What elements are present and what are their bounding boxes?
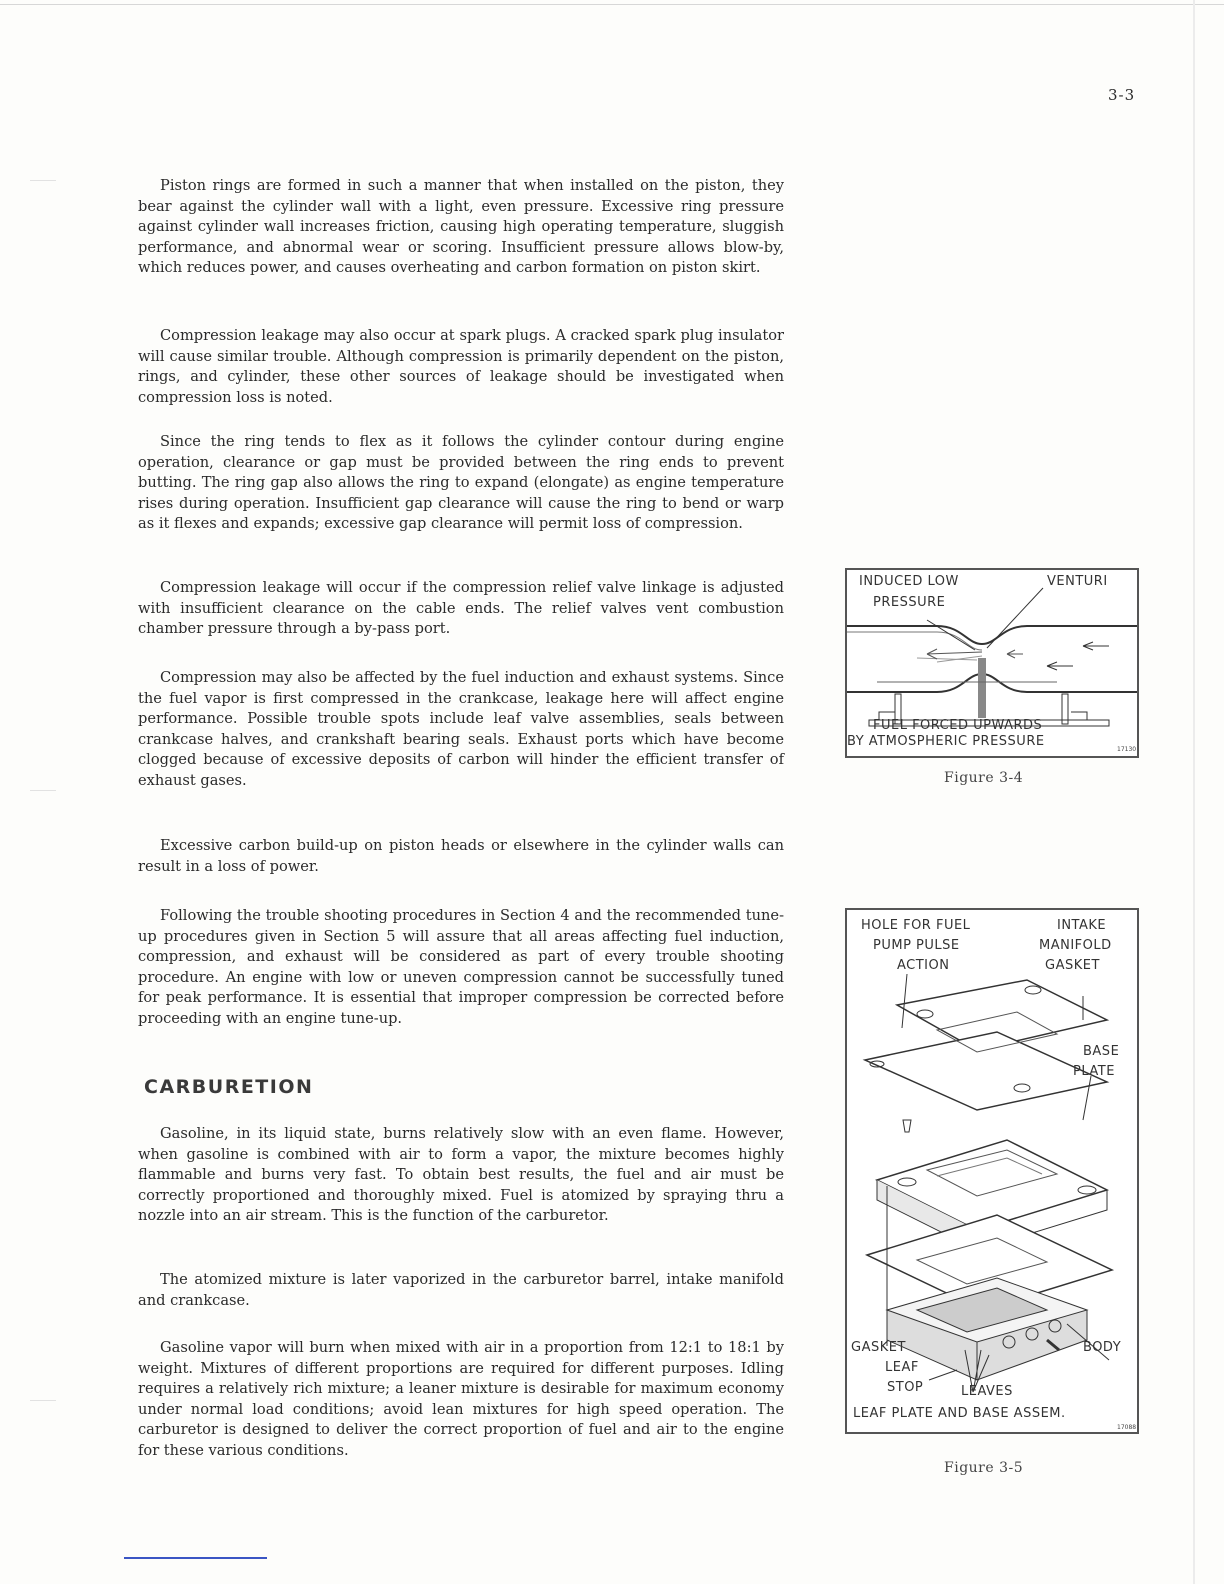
paragraph-relief-valve: Compression leakage will occur if the compression relief valve linkage is adjusted with insufficient clearance on the cable ends. The relief valves vent combustion chamber pressure through a by-pass port. <box>138 579 784 637</box>
paragraph-ring-gap: Since the ring tends to flex as it follows the cylinder contour during engine operation, clearance or gap must be provided between the ring ends to prevent butting. The ring gap also allows the ring to expand (elongate) as engine temperature rises during operation. Insufficient gap clearance will cause the ring to bend or warp as it flexes and expands; excessive gap clearance will permit loss of compression. <box>138 433 784 532</box>
right-edge-rule <box>1193 0 1195 1584</box>
label-body: BODY <box>1083 1340 1122 1355</box>
label-leaves: LEAVES <box>961 1384 1013 1399</box>
margin-mark <box>30 180 56 181</box>
paragraph-mixture-ratio: Gasoline vapor will burn when mixed with air in a proportion from 12:1 to 18:1 by weight. Mixtures of different proportions are required for different purposes. Idling requires a relatively rich mixture; a leaner mixture is desirable for maximum economy under normal load conditions; avoid lean mixtures for high speed operation. The carburetor is designed to deliver the correct proportion of fuel and air to the engine for these various conditions. <box>138 1339 784 1459</box>
paragraph-spark-plugs: Compression leakage may also occur at spark plugs. A cracked spark plug insulator will cause similar trouble. Although compression is primarily dependent on the piston, rings, and cylinder, these other sources of leakage should be investigated when compression loss is noted. <box>138 327 784 406</box>
label-stop: STOP <box>887 1380 924 1395</box>
label-fuel-forced: FUEL FORCED UPWARDS <box>873 718 1043 733</box>
figure-id-17088: 17088 <box>1117 1424 1137 1431</box>
caption-figure-3-5: Figure 3-5 <box>944 1460 1024 1476</box>
margin-mark <box>30 1400 56 1401</box>
figure-3-5-leaf-plate-diagram <box>845 908 1139 1434</box>
label-induced-low: INDUCED LOW <box>859 574 959 589</box>
label-pressure: PRESSURE <box>873 595 946 610</box>
paragraph-carbon-buildup: Excessive carbon build-up on piston heads or elsewhere in the cylinder walls can result in a loss of power. <box>138 837 784 875</box>
label-action: ACTION <box>897 958 950 973</box>
figure-id-17130: 17130 <box>1117 746 1137 753</box>
label-pump-pulse: PUMP PULSE <box>873 938 960 953</box>
label-intake: INTAKE <box>1057 918 1107 933</box>
section-heading-carburetion: CARBURETION <box>144 1076 314 1098</box>
margin-mark <box>30 790 56 791</box>
bottom-link-underline <box>124 1557 267 1559</box>
label-venturi: VENTURI <box>1047 574 1108 589</box>
caption-figure-3-4: Figure 3-4 <box>944 770 1024 786</box>
paragraph-induction-exhaust: Compression may also be affected by the fuel induction and exhaust systems. Since the fuel vapor is first compressed in the crankcase, leakage here will affect engine performance. Possible trouble spots include leaf valve assemblies, seals between crankcase halves, and crankshaft bearing seals. Exhaust ports which have become clogged because of excessive deposits of carbon will hinder the efficient transfer of exhaust gases. <box>138 669 784 789</box>
label-hole-for-fuel: HOLE FOR FUEL <box>861 918 971 933</box>
label-manifold: MANIFOLD <box>1039 938 1112 953</box>
top-rule <box>0 4 1224 5</box>
paragraph-piston-rings: Piston rings are formed in such a manner that when installed on the piston, they bear against the cylinder wall with a light, even pressure. Excessive ring pressure against cylinder wall increases friction, causing high operating temperature, sluggish performance, and abnormal wear or scoring. Insufficient pressure allows blow-by, which reduces power, and causes overheating and carbon formation on piston skirt. <box>138 177 784 276</box>
figure-3-4-venturi-diagram <box>845 568 1139 758</box>
paragraph-atomized-mixture: The atomized mixture is later vaporized in the carburetor barrel, intake manifold and crankcase. <box>138 1271 784 1309</box>
paragraph-gasoline: Gasoline, in its liquid state, burns relatively slow with an even flame. However, when gasoline is combined with air to form a vapor, the mixture becomes highly flammable and burns very fast. To obtain best results, the fuel and air must be correctly proportioned and thoroughly mixed. Fuel is atomized by spraying thru a nozzle into an air stream. This is the function of the carburetor. <box>138 1125 784 1224</box>
label-gasket-intake: GASKET <box>1045 958 1100 973</box>
label-atmospheric-pressure: BY ATMOSPHERIC PRESSURE <box>847 734 1045 749</box>
page-number: 3-3 <box>1108 86 1136 104</box>
label-gasket: GASKET <box>851 1340 906 1355</box>
label-leaf-plate-title: LEAF PLATE AND BASE ASSEM. <box>853 1406 1066 1421</box>
label-plate: PLATE <box>1073 1064 1115 1079</box>
paragraph-troubleshooting: Following the trouble shooting procedures in Section 4 and the recommended tune-up procedures given in Section 5 will assure that all areas affecting fuel induction, compression, and exhaust will be considered as part of every trouble shooting procedure. An engine with low or uneven compression cannot be successfully tuned for peak performance. It is essential that improper compression be corrected before proceeding with an engine tune-up. <box>138 907 784 1027</box>
label-leaf: LEAF <box>885 1360 919 1375</box>
label-base: BASE <box>1083 1044 1120 1059</box>
